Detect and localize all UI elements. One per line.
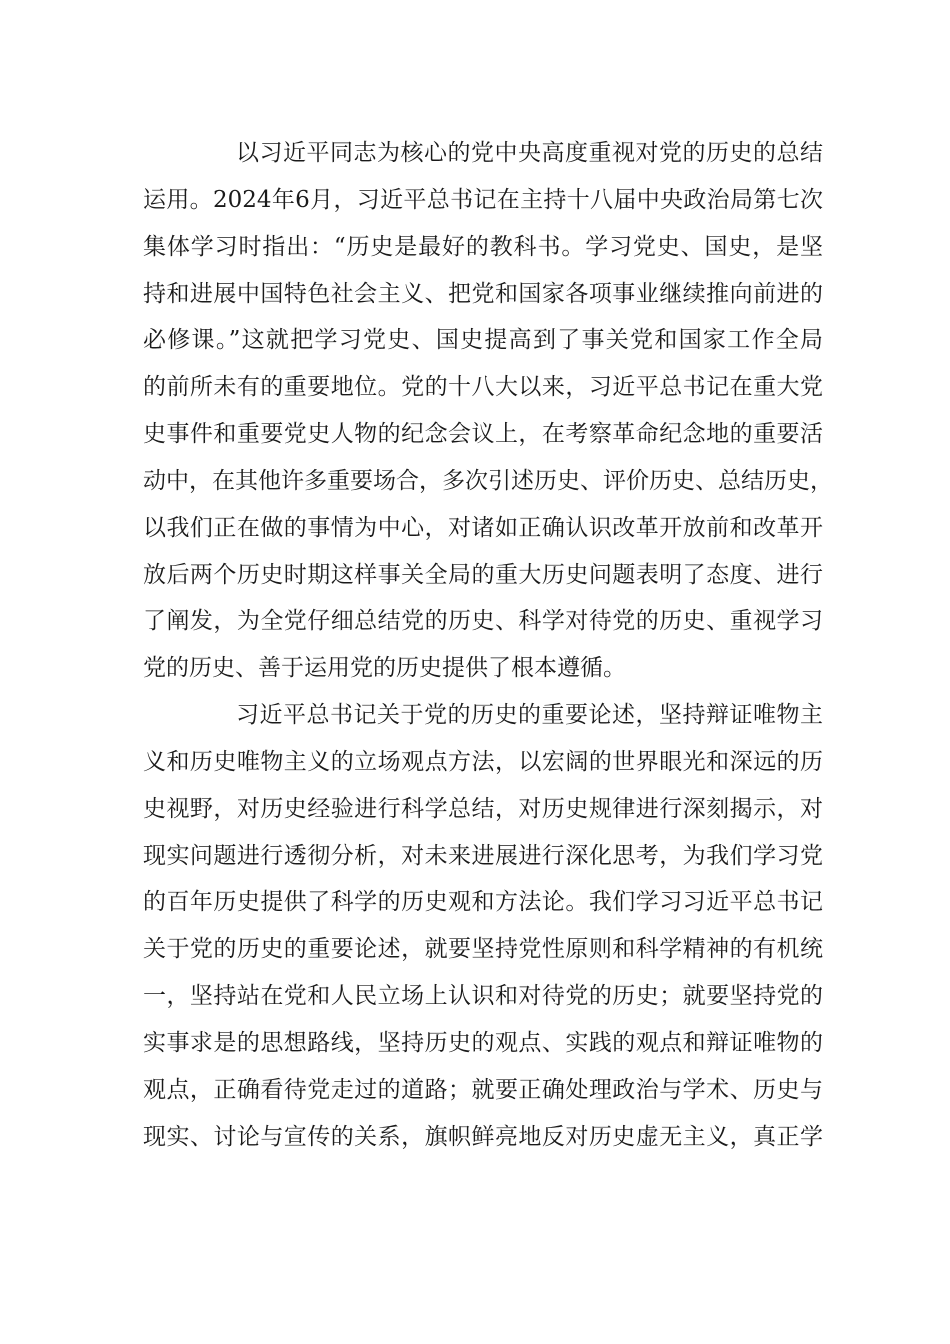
text-line: 史事件和重要党史人物的纪念会议上，在考察革命纪念地的重要活 <box>143 421 823 447</box>
text-line: 集体学习时指出：“历史是最好的教科书。学习党史、国史，是坚 <box>143 234 823 260</box>
text-line: 义和历史唯物主义的立场观点方法，以宏阔的世界眼光和深远的历 <box>143 749 823 775</box>
text-line: 党的历史、善于运用党的历史提供了根本遵循。 <box>143 655 626 681</box>
text-line: 动中，在其他许多重要场合，多次引述历史、评价历史、总结历史， <box>143 468 833 494</box>
text-line: 一，坚持站在党和人民立场上认识和对待党的历史；就要坚持党的 <box>143 983 823 1009</box>
text-line: 必修课。”这就把学习党史、国史提高到了事关党和国家工作全局 <box>143 327 823 353</box>
text-line: 实事求是的思想路线，坚持历史的观点、实践的观点和辩证唯物的 <box>143 1030 823 1056</box>
text-line: 现实问题进行透彻分析，对未来进展进行深化思考，为我们学习党 <box>143 843 823 869</box>
text-line: 运用。2024年6月，习近平总书记在主持十八届中央政治局第七次 <box>143 187 823 213</box>
text-line: 放后两个历史时期这样事关全局的重大历史问题表明了态度、进行 <box>143 562 823 588</box>
text-line: 习近平总书记关于党的历史的重要论述，坚持辩证唯物主 <box>236 702 823 728</box>
text-line: 观点，正确看待党走过的道路；就要正确处理政治与学术、历史与 <box>143 1077 823 1103</box>
text-line: 的百年历史提供了科学的历史观和方法论。我们学习习近平总书记 <box>143 889 823 915</box>
text-line: 史视野，对历史经验进行科学总结，对历史规律进行深刻揭示，对 <box>143 796 823 822</box>
text-line: 持和进展中国特色社会主义、把党和国家各项事业继续推向前进的 <box>143 281 823 307</box>
text-line: 的前所未有的重要地位。党的十八大以来，习近平总书记在重大党 <box>143 374 823 400</box>
text-line: 现实、讨论与宣传的关系，旗帜鲜亮地反对历史虚无主义，真正学 <box>143 1124 823 1150</box>
text-line: 以我们正在做的事情为中心，对诸如正确认识改革开放前和改革开 <box>143 515 823 541</box>
text-line: 关于党的历史的重要论述，就要坚持党性原则和科学精神的有机统 <box>143 936 823 962</box>
text-line: 了阐发，为全党仔细总结党的历史、科学对待党的历史、重视学习 <box>143 608 823 634</box>
text-line: 以习近平同志为核心的党中央高度重视对党的历史的总结 <box>236 140 823 166</box>
